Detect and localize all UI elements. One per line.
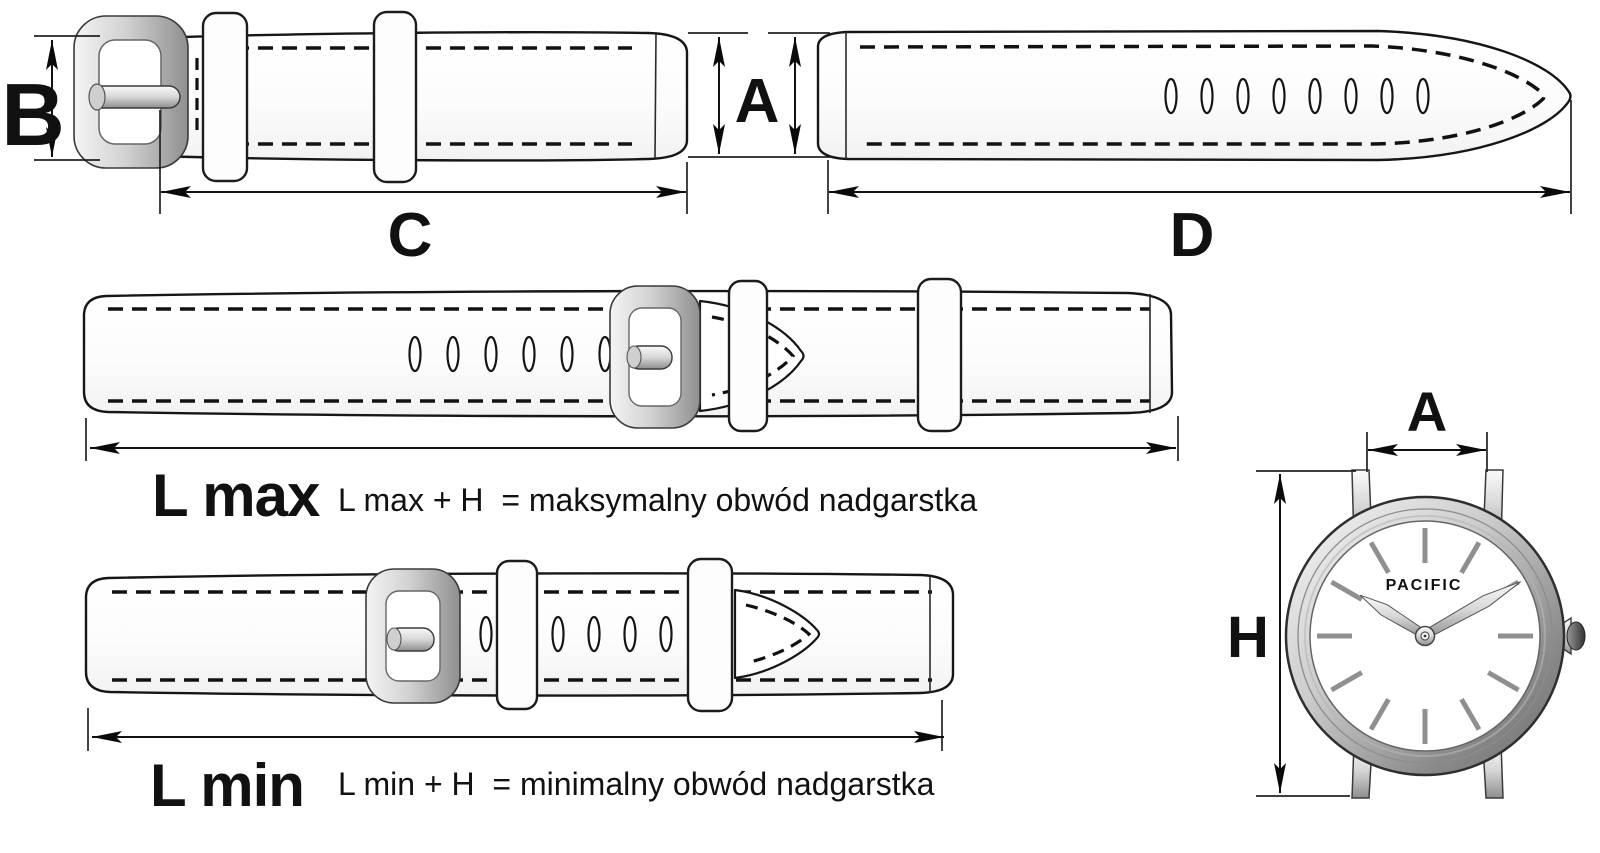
strap-hole xyxy=(1166,79,1177,113)
buckle-pin-pivot xyxy=(387,628,401,650)
dimension-lmin xyxy=(88,700,944,819)
strap-hole xyxy=(600,337,611,371)
dimension-label-h: H xyxy=(1227,605,1269,670)
dimension-label-d: D xyxy=(1169,201,1215,270)
strap-keeper xyxy=(203,13,247,181)
dimension-lmax xyxy=(86,416,1178,529)
hands-center-dot xyxy=(1424,635,1427,638)
strap-keeper xyxy=(497,561,537,709)
strap-hole xyxy=(661,617,672,651)
strap-hole xyxy=(1346,79,1357,113)
dimension-a-watch xyxy=(1367,380,1487,472)
strap-keeper xyxy=(729,281,767,431)
strap-hole xyxy=(1238,79,1249,113)
strap-hole xyxy=(481,617,492,651)
strap-hole xyxy=(562,337,573,371)
strap-hole xyxy=(1202,79,1213,113)
strap-keeper xyxy=(374,12,416,182)
watch-brand: PACIFIC xyxy=(1385,577,1463,594)
strap-hole xyxy=(589,617,600,651)
buckle-strap-diagram xyxy=(74,12,687,182)
strap-hole xyxy=(524,337,535,371)
lmin-strap-diagram xyxy=(86,559,953,711)
strap-hole xyxy=(1382,79,1393,113)
watch-diagram xyxy=(1286,470,1585,798)
buckle xyxy=(610,286,700,428)
lmax-strap-diagram xyxy=(84,279,1172,431)
strap-hole xyxy=(625,617,636,651)
dimension-a-top xyxy=(688,33,830,157)
lmax-formula: L max + H = maksymalny obwód nadgarstka xyxy=(338,482,978,518)
crown-dome xyxy=(1567,622,1585,650)
lmax-label: L max xyxy=(152,462,320,529)
lmin-label: L min xyxy=(150,752,304,819)
strap-hole xyxy=(1310,79,1321,113)
strap-hole xyxy=(1418,79,1429,113)
strap-hole xyxy=(410,337,421,371)
strap-hole xyxy=(486,337,497,371)
buckle xyxy=(366,569,460,703)
lmin-formula: L min + H = minimalny obwód nadgarstka xyxy=(338,766,935,802)
strap-keeper xyxy=(918,279,961,431)
dimension-label-b: B xyxy=(1,65,65,164)
strap-hole xyxy=(1274,79,1285,113)
dimension-label-c: C xyxy=(387,201,433,270)
strap-keeper xyxy=(688,559,732,711)
dimension-label-a-watch: A xyxy=(1406,380,1448,443)
buckle-pin-pivot xyxy=(89,84,105,110)
buckle xyxy=(74,16,188,168)
strap-hole xyxy=(448,337,459,371)
strap-hole xyxy=(553,617,564,651)
buckle-pin-pivot xyxy=(627,346,641,368)
hole-strap-diagram xyxy=(818,31,1571,160)
strap-body xyxy=(818,31,1571,160)
dimension-label-a: A xyxy=(734,67,780,136)
strap-fold-line xyxy=(655,34,656,158)
